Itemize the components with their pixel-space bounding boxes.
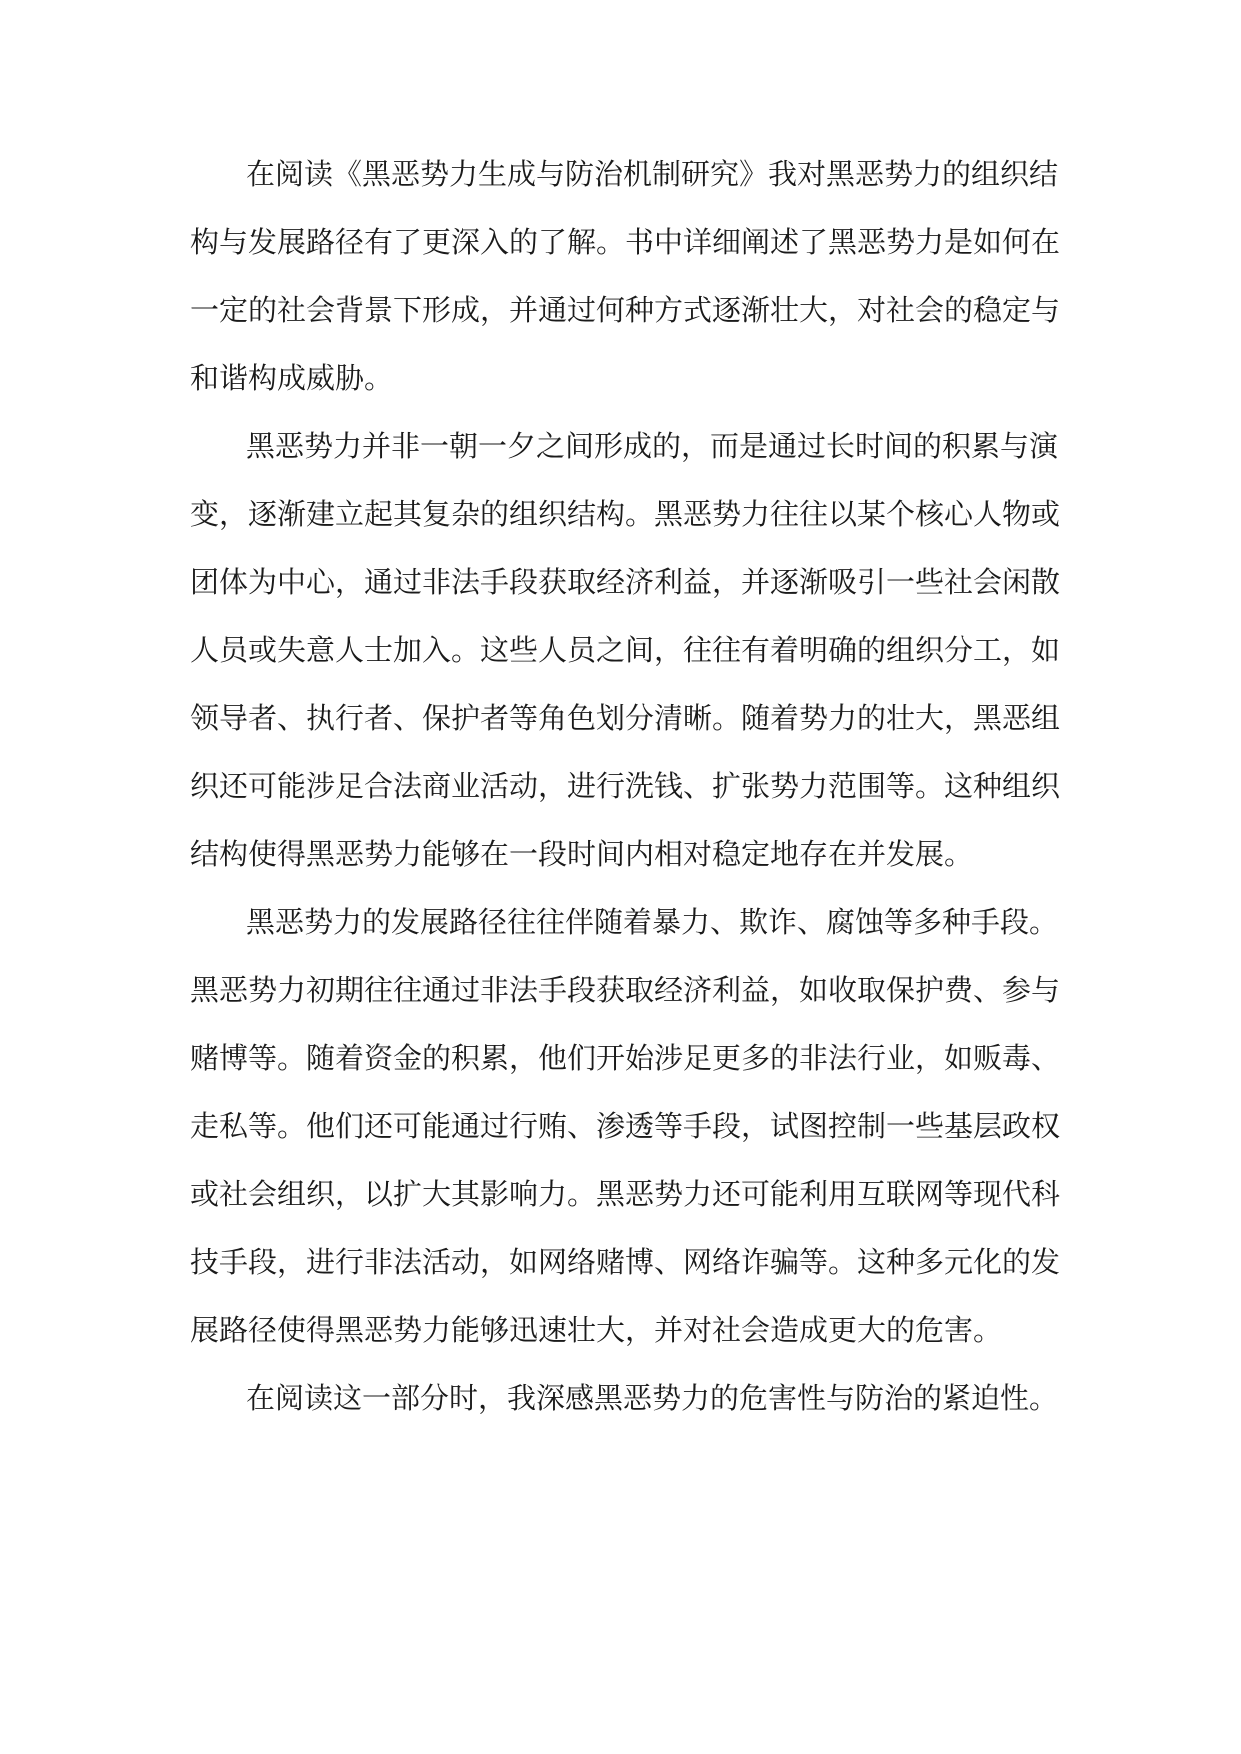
text-line: 技手段，进行非法活动，如网络赌博、网络诈骗等。这种多元化的发: [190, 1245, 1061, 1279]
text-line: 在阅读《黑恶势力生成与防治机制研究》我对黑恶势力的组织结: [246, 157, 1059, 191]
text-line: 走私等。他们还可能通过行贿、渗透等手段，试图控制一些基层政权: [190, 1109, 1061, 1143]
text-line: 黑恶势力并非一朝一夕之间形成的，而是通过长时间的积累与演: [246, 429, 1059, 463]
text-line: 领导者、执行者、保护者等角色划分清晰。随着势力的壮大，黑恶组: [190, 701, 1061, 735]
paragraph-3: [190, 888, 1070, 1364]
text-line: 在阅读这一部分时，我深感黑恶势力的危害性与防治的紧迫性。: [246, 1381, 1059, 1415]
text-line: 赌博等。随着资金的积累，他们开始涉足更多的非法行业，如贩毒、: [190, 1041, 1061, 1075]
text-line: 团体为中心，通过非法手段获取经济利益，并逐渐吸引一些社会闲散: [190, 565, 1061, 599]
text-line: 结构使得黑恶势力能够在一段时间内相对稳定地存在并发展。: [190, 837, 974, 871]
text-line: 黑恶势力的发展路径往往伴随着暴力、欺诈、腐蚀等多种手段。: [246, 905, 1059, 939]
text-line: 变，逐渐建立起其复杂的组织结构。黑恶势力往往以某个核心人物或: [190, 497, 1061, 531]
text-line: 一定的社会背景下形成，并通过何种方式逐渐壮大，对社会的稳定与: [190, 293, 1061, 327]
text-line: 构与发展路径有了更深入的了解。书中详细阐述了黑恶势力是如何在: [190, 225, 1061, 259]
text-line: 黑恶势力初期往往通过非法手段获取经济利益，如收取保护费、参与: [190, 973, 1061, 1007]
text-line: 或社会组织，以扩大其影响力。黑恶势力还可能利用互联网等现代科: [190, 1177, 1061, 1211]
text-line: 织还可能涉足合法商业活动，进行洗钱、扩张势力范围等。这种组织: [190, 769, 1061, 803]
text-line: 展路径使得黑恶势力能够迅速壮大，并对社会造成更大的危害。: [190, 1313, 1003, 1347]
paragraph-4: [190, 1364, 1070, 1432]
paragraph-2: [190, 412, 1070, 888]
body-text: [190, 140, 1070, 1432]
paragraph-1: [190, 140, 1070, 412]
text-line: 和谐构成威胁。: [190, 361, 394, 395]
text-line: 人员或失意人士加入。这些人员之间，往往有着明确的组织分工，如: [190, 633, 1061, 667]
